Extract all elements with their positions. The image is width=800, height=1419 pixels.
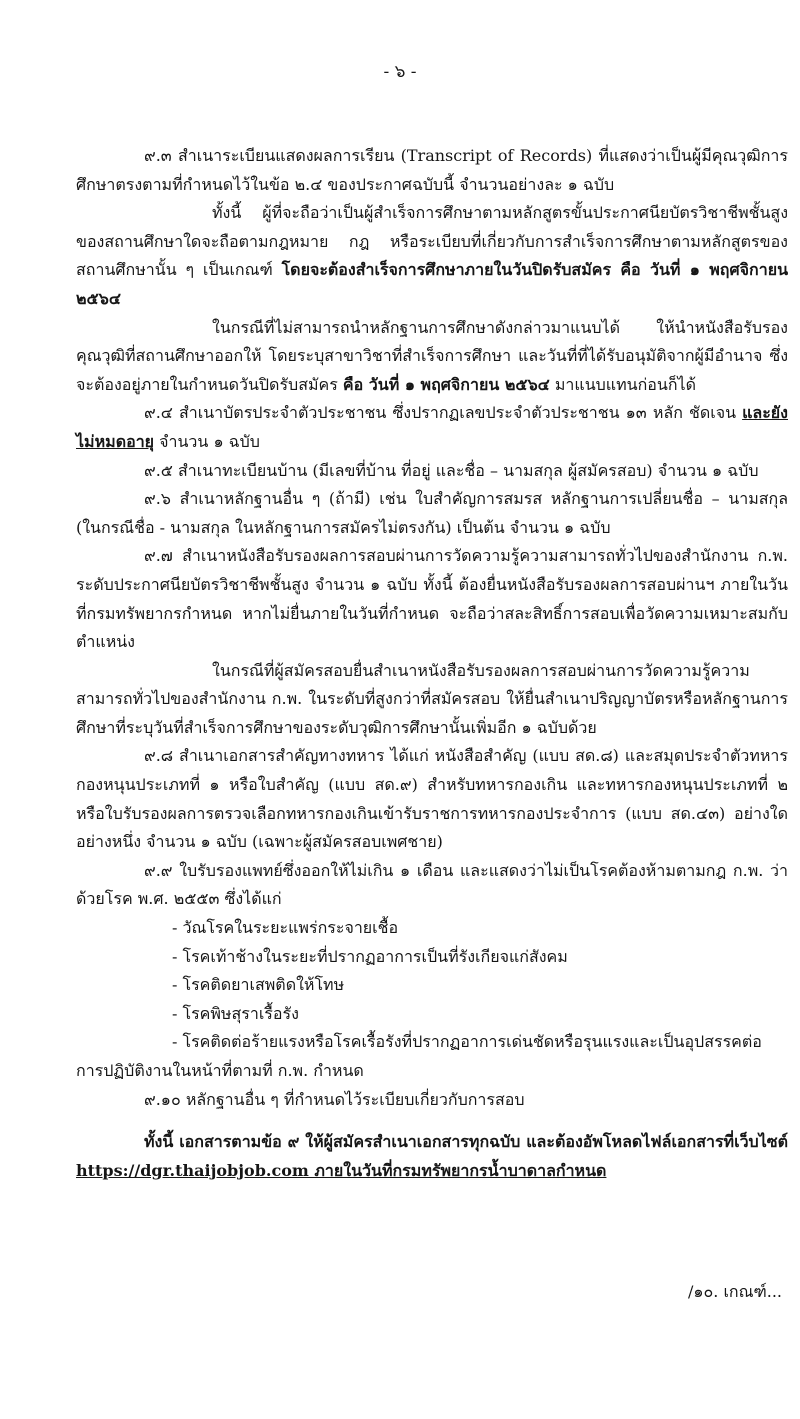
paragraph-9-8: ๙.๘ สำเนาเอกสารสำคัญทางทหาร ได้แก่ หนังสือสำคัญ (แบบ สด.๘) และสมุดประจำตัวทหารกองหนุนประเภทที่ ๑ หรือใบสำคัญ (แบบ สด.๙) สำหรับทหารกองเกิน และทหารกองหนุนประเภทที่ ๒ หรือใบรับรองผลการตรวจเลือกทหารกองเกินเข้ารับราชการทหารกองประจำการ (แบบ สด.๔๓) อย่างใดอย่างหนึ่ง จำนวน ๑ ฉบับ (เฉพาะผู้สมัครสอบเพศชาย) <box>76 746 788 852</box>
paragraph-9-9: ๙.๙ ใบรับรองแพทย์ซึ่งออกให้ไม่เกิน ๑ เดือน และแสดงว่าไม่เป็นโรคต้องห้ามตามกฎ ก.พ. ว่าด้วยโรค พ.ศ. ๒๕๕๓ ซึ่งได้แก่ <box>76 860 788 909</box>
disease-item: - โรคเท้าช้างในระยะที่ปรากฏอาการเป็นที่รังเกียจแก่สังคม <box>172 946 568 966</box>
website-link[interactable]: https://dgr.thaijobjob.com ภายในวันที่กรมทรัพยากรน้ำบาดาลกำหนด <box>76 1160 607 1180</box>
note-text: ทั้งนี้ ผู้ที่จะถือว่าเป็นผู้สำเร็จการศึกษาตามหลักสูตรขั้นประกาศนียบัตรวิชาชีพชั้นสูงของสถานศึกษาใดจะถือตามกฎหมาย กฎ หรือระเบียบที่เกี่ยวกับการสำเร็จการศึกษาตามหลักสูตรของสถานศึกษานั้น ๆ เป็นเกณฑ์ <box>76 203 788 280</box>
paragraph-9-7: ๙.๗ สำเนาหนังสือรับรองผลการสอบผ่านการวัดความรู้ความสามารถทั่วไปของสำนักงาน ก.พ. ระดับประกาศนียบัตรวิชาชีพชั้นสูง จำนวน ๑ ฉบับ ทั้งนี้ ต้องยื่นหนังสือรับรองผลการสอบผ่านฯ ภายในวันที่กรมทรัพยากรกำหนด หากไม่ยื่นภายในวันที่กำหนด จะถือว่าสละสิทธิ์การสอบเพื่อวัดความเหมาะสมกับตำแหน่ง <box>76 546 788 652</box>
disease-item: - วัณโรคในระยะแพร่กระจายเชื้อ <box>172 918 399 938</box>
id-card-not-expired: และยังไม่หมดอายุ <box>76 403 788 451</box>
closing-text: ทั้งนี้ เอกสารตามข้อ ๙ ให้ผู้สมัครสำเนาเอกสารทุกฉบับ และต้องอัพโหลดไฟล์เอกสารที่เว็บไซต์ <box>144 1132 788 1152</box>
disease-item-last-cont: การปฏิบัติงานในหน้าที่ตามที่ ก.พ. กำหนด <box>76 1061 364 1080</box>
note-deadline: โดยจะต้องสำเร็จการศึกษาภายในวันปิดรับสมัคร คือ วันที่ ๑ พฤศจิกายน ๒๕๖๔ <box>76 260 788 308</box>
alt-text: ในกรณีที่ไม่สามารถนำหลักฐานการศึกษาดังกล่าวมาแนบได้ ให้นำหนังสือรับรองคุณวุฒิที่สถานศึกษาออกให้ โดยระบุสาขาวิชาที่สำเร็จการศึกษา และวันที่ที่ได้รับอนุมัติจากผู้มีอำนาจ ซึ่งจะต้องอยู่ภายในกำหนดวันปิดรับสมัคร <box>76 317 788 394</box>
paragraph-9-4 <box>76 399 788 456</box>
continuation-footer: /๑๐. เกณฑ์... <box>687 1282 782 1301</box>
alt-text-end: มาแนบแทนก่อนก็ได้ <box>549 374 696 394</box>
paragraph-9-7-note: ในกรณีที่ผู้สมัครสอบยื่นสำเนาหนังสือรับรองผลการสอบผ่านการวัดความรู้ความสามารถทั่วไปของสำนักงาน ก.พ. ในระดับที่สูงกว่าที่สมัครสอบ ให้ยื่นสำเนาปริญญาบัตรหรือหลักฐานการศึกษาที่ระบุวันที่สำเร็จการศึกษาของระดับวุฒิการศึกษานั้นเพิ่มอีก ๑ ฉบับด้วย <box>76 660 788 737</box>
page-number: - ๖ - <box>383 62 417 82</box>
alt-deadline: คือ วันที่ ๑ พฤศจิกายน ๒๕๖๔ <box>342 374 550 394</box>
paragraph-9-3-note <box>76 199 788 313</box>
id-card-count: จำนวน ๑ ฉบับ <box>154 431 260 451</box>
paragraph-9-6: ๙.๖ สำเนาหลักฐานอื่น ๆ (ถ้ามี) เช่น ใบสำคัญการสมรส หลักฐานการเปลี่ยนชื่อ – นามสกุล (ในกรณีชื่อ - นามสกุล ในหลักฐานการสมัครไม่ตรงกัน) เป็นต้น จำนวน ๑ ฉบับ <box>76 489 788 537</box>
paragraph-9-3: ๙.๓ สำเนาระเบียนแสดงผลการเรียน (Transcript of Records) ที่แสดงว่าเป็นผู้มีคุณวุฒิการศึกษาตรงตามที่กำหนดไว้ในข้อ ๒.๔ ของประกาศฉบับนี้ จำนวนอย่างละ ๑ ฉบับ <box>76 146 788 194</box>
closing-paragraph <box>76 1128 788 1185</box>
id-card-text: ๙.๔ สำเนาบัตรประจำตัวประชาชน ซึ่งปรากฏเลขประจำตัวประชาชน ๑๓ หลัก ชัดเจน <box>144 403 743 423</box>
disease-item: - โรคติดยาเสพติดให้โทษ <box>172 975 345 995</box>
paragraph-9-3-alt <box>76 314 788 400</box>
paragraph-9-10: ๙.๑๐ หลักฐานอื่น ๆ ที่กำหนดไว้ระเบียบเกี่ยวกับการสอบ <box>144 1089 525 1109</box>
paragraph-9-5: ๙.๕ สำเนาทะเบียนบ้าน (มีเลขที่บ้าน ที่อยู่ และชื่อ – นามสกุล ผู้สมัครสอบ) จำนวน ๑ ฉบับ <box>144 460 759 480</box>
document-body <box>76 142 788 1185</box>
disease-item-last: - โรคติดต่อร้ายแรงหรือโรคเรื้อรังที่ปรากฏอาการเด่นชัดหรือรุนแรงและเป็นอุปสรรคต่อ <box>172 1032 762 1052</box>
disease-item: - โรคพิษสุราเรื้อรัง <box>172 1003 299 1023</box>
